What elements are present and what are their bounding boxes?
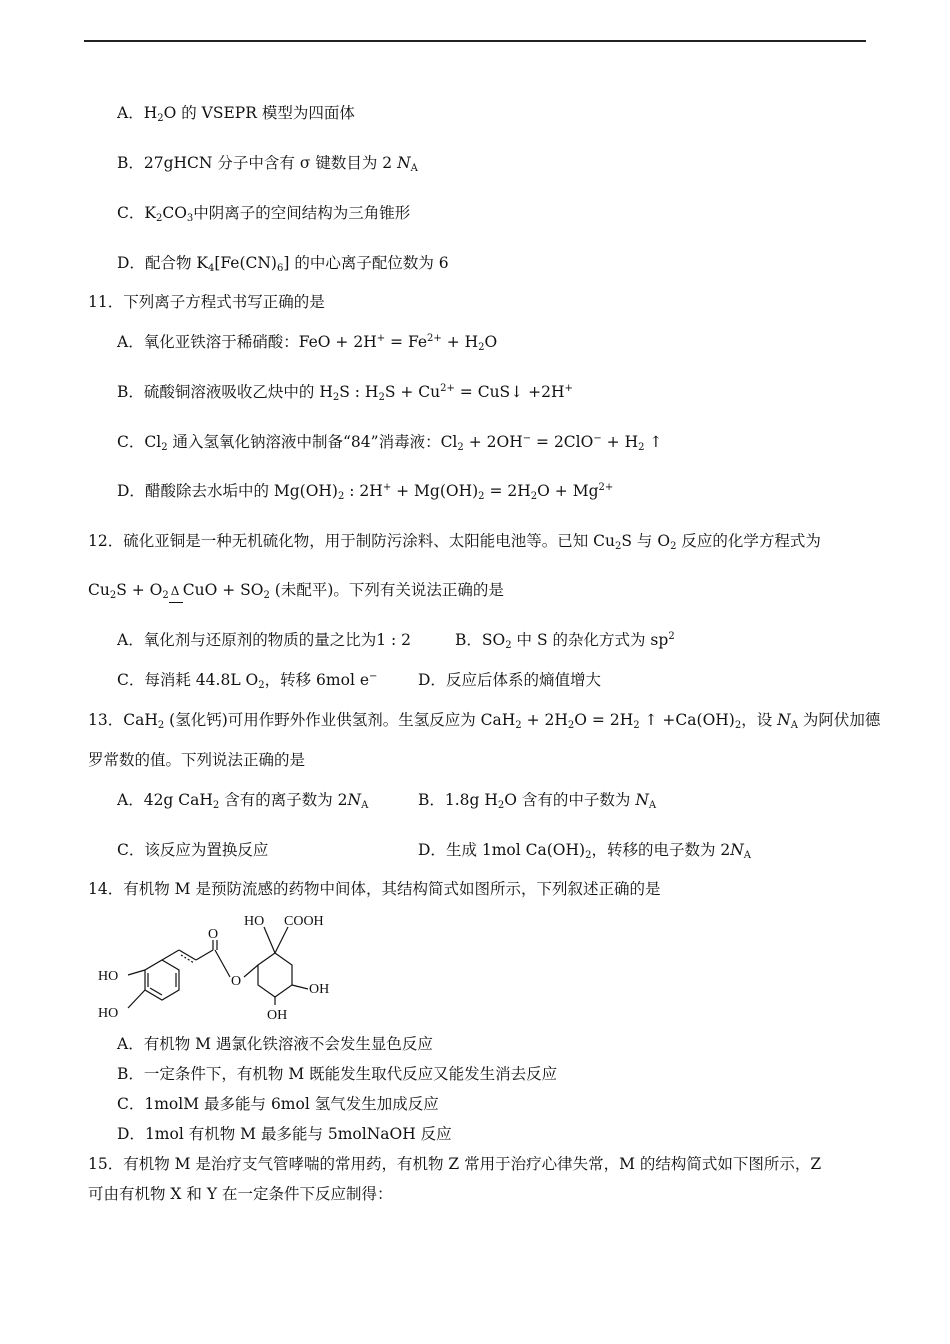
carbonyl-o-label: O <box>208 927 219 942</box>
q11-option-a: A．氧化亚铁溶于稀硝酸：FeO + $2H^+ = Fe^{2+} + H_2O$ <box>117 333 498 353</box>
oh-bottom-label: OH <box>267 1008 288 1023</box>
q12-stem: 12．硫化亚铜是一种无机硫化物，用于制防污涂料、太阳能电池等。已知 $Cu_2S$ 与 $O_2$ 反应的化学方程式为 <box>88 532 821 552</box>
cooh-label: COOH <box>284 914 324 929</box>
q11-option-c: C．$Cl_2$ 通入氢氧化钠溶液中制备“84”消毒液：$Cl_2 + 2OH^- = 2ClO^- + H_2$ ↑ <box>117 433 663 453</box>
q12-option-b: B．$SO_2$ 中 S 的杂化方式为 $sp^2$ <box>455 631 675 651</box>
q13-option-d: D．生成 1mol $Ca(OH)_2$，转移的电子数为 $2N_A$ <box>418 841 752 861</box>
q14-stem: 14．有机物 M 是预防流感的药物中间体，其结构简式如图所示，下列叙述正确的是 <box>88 880 661 898</box>
q14-option-d: D．1mol 有机物 M 最多能与 5molNaOH 反应 <box>117 1125 452 1143</box>
q12-option-a: A．氧化剂与还原剂的物质的量之比为1 : 2 <box>117 631 412 649</box>
ester-o-label: O <box>231 974 242 989</box>
q12-equation: $Cu_2S + O_2$ Δ CuO + $SO_2$ (未配平)。下列有关说法正确的是 <box>88 581 504 601</box>
q13-stem-line2: 罗常数的值。下列说法正确的是 <box>88 751 306 769</box>
q11-option-b: B．硫酸铜溶液吸收乙炔中的 $H_2S$ : $H_2S + Cu^{2+}$ = CuS↓ +2H+ <box>117 383 573 403</box>
q10-option-d: D．配合物 $K_4[Fe(CN)_6]$ 的中心离子配位数为 6 <box>117 254 449 274</box>
q12-option-d: D．反应后体系的熵值增大 <box>418 671 601 689</box>
q12-option-c: C．每消耗 44.8L $O_2$，转移 6mol e− <box>117 671 378 691</box>
q14-option-c: C．1molM 最多能与 6mol 氢气发生加成反应 <box>117 1095 439 1113</box>
q14-option-b: B．一定条件下，有机物 M 既能发生取代反应又能发生消去反应 <box>117 1065 558 1083</box>
q11-option-d: D．醋酸除去水垢中的 $Mg(OH)_2$ : $2H^+ + Mg(OH)_2 = 2H_2O + Mg^{2+}$ <box>117 482 614 502</box>
q13-stem-line1: 13．CaH$_2$ (氢化钙)可用作野外作业供氢剂。生氢反应为 $CaH_2 + 2H_2O = 2H_2$ ↑ $+Ca(OH)_2$，设 $N_A$ 为阿伏加德 <box>88 711 881 731</box>
molecule-m-structure <box>84 905 364 1030</box>
q14-option-a: A．有机物 M 遇氯化铁溶液不会发生显色反应 <box>117 1035 433 1053</box>
q13-option-b: B．1.8g $H_2O$ 含有的中子数为 $N_A$ <box>418 791 657 811</box>
ho-bottom-label: HO <box>98 1006 119 1021</box>
q13-option-a: A．42g CaH$_2$ 含有的离子数为 $2N_A$ <box>117 791 369 811</box>
q15-stem-line2: 可由有机物 X 和 Y 在一定条件下反应制得： <box>88 1185 393 1203</box>
heating-delta: Δ <box>170 584 180 598</box>
q15-stem-line1: 15．有机物 M 是治疗支气管哮喘的常用药，有机物 Z 常用于治疗心律失常，M 的结构简式如下图所示，Z <box>88 1155 822 1173</box>
q11-stem: 11．下列离子方程式书写正确的是 <box>88 293 325 311</box>
q10-option-b: B．27gHCN 分子中含有 σ 键数目为 2 $N_A$ <box>117 154 418 174</box>
q10-option-a: A．$H_2O$ 的 VSEPR 模型为四面体 <box>117 104 355 124</box>
q10-option-c: C．$K_2CO_3$中阴离子的空间结构为三角锥形 <box>117 204 411 224</box>
oh-right-label: OH <box>309 982 330 997</box>
ho-top-label: HO <box>98 969 119 984</box>
ho-quaternary-label: HO <box>244 914 265 929</box>
q13-option-c: C．该反应为置换反应 <box>117 841 269 859</box>
header-rule <box>84 40 866 42</box>
